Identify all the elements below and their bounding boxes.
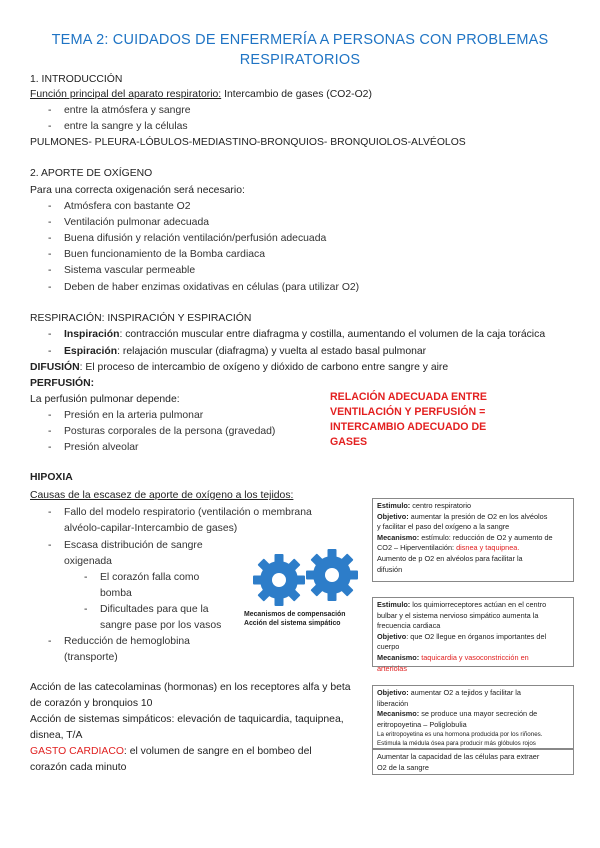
dash-bullet: - [48, 121, 52, 132]
box1-objetivo-key: Objetivo: [377, 511, 409, 521]
box2-objetivo-key: Objetivo [377, 631, 407, 641]
callout-line-2: VENTILACIÓN Y PERFUSIÓN = [330, 406, 486, 418]
box1-objetivo [377, 512, 569, 523]
compensation-box-extraction [372, 749, 574, 775]
dash-bullet: - [48, 217, 52, 228]
intro-item-2: entre la sangre y la células [64, 121, 188, 132]
box2-objetivo-value: : que O2 llegue en órganos importantes del [406, 631, 547, 641]
box1-estimulo-value: centro respiratorio [410, 501, 472, 510]
oxygen-item-4: Buen funcionamiento de la Bomba cardiaca [64, 249, 266, 260]
gasto-line-2: corazón cada minuto [30, 762, 127, 773]
sub-2-line-2: sangre pase por los vasos [100, 620, 222, 631]
perfusion-heading: PERFUSIÓN: [30, 378, 95, 389]
dash-bullet: - [48, 249, 52, 260]
dash-bullet: - [84, 572, 88, 583]
box1-hiperventilacion: CO2 – Hiperventilación: [377, 543, 457, 553]
dash-bullet: - [48, 346, 52, 357]
callout-line-4: GASES [330, 436, 368, 448]
box3-note-2: Estimula la médula ósea para producir más glóbulos rojos [377, 740, 536, 748]
compensation-box-sympathetic [372, 597, 574, 673]
box1-objetivo-value: aumentar la presión de O2 en los alvéolos [408, 511, 548, 521]
gasto-label: GASTO CARDIACO [30, 746, 124, 757]
espiration-label: Espiración [64, 346, 118, 357]
oxygen-heading: 2. APORTE DE OXÍGENO [30, 168, 153, 179]
box2-estimulo-key: Estimulo: [377, 600, 411, 609]
box2-objetivo-cont: cuerpo [377, 642, 400, 652]
box1-objetivo-cont: y facilitar el paso del oxígeno a la sangre [377, 522, 510, 532]
dash-bullet: - [84, 604, 88, 615]
dash-bullet: - [48, 265, 52, 276]
box1-estimulo [377, 501, 569, 512]
para-1-line-1: Acción de las catecolaminas (hormonas) en los receptores alfa y beta [30, 682, 351, 693]
perfusion-callout [330, 390, 530, 450]
inspiration-line [64, 328, 545, 341]
box2-estimulo-cont-1: bulbar y el sistema nervioso simpático aumenta la [377, 610, 539, 620]
box1-extra-2: difusión [377, 564, 403, 574]
gasto-text: : el volumen de sangre en el bombeo del [123, 746, 312, 757]
box3-objetivo-cont: liberación [377, 698, 409, 708]
espiration-line [64, 345, 426, 358]
intro-function [30, 88, 372, 101]
dash-bullet: - [48, 410, 52, 421]
box3-mecanismo-value: se produce una mayor secreción de [419, 709, 538, 719]
dash-bullet: - [48, 201, 52, 212]
box2-objetivo [377, 632, 569, 643]
box3-mecanismo-key: Mecanismo: [377, 709, 420, 719]
oxygen-item-1: Atmósfera con bastante O2 [64, 201, 191, 212]
cause-1-line-1: Fallo del modelo respiratorio (ventilación o membrana [64, 507, 312, 518]
box3-objetivo-value: aumentar O2 a tejidos y facilitar la [408, 688, 521, 697]
dash-bullet: - [48, 329, 52, 340]
sub-1-line-1: El corazón falla como [100, 572, 200, 583]
box3-mecanismo [377, 709, 569, 720]
box2-mecanismo-value: taquicardia y vasoconstricción en [419, 652, 529, 662]
intro-structures: PULMONES- PLEURA-LÓBULOS-MEDIASTINO-BRONQUIOS- BRONQUIOLOS-ALVÉOLOS [30, 137, 466, 148]
box3-objetivo [377, 688, 569, 699]
dash-bullet: - [48, 507, 52, 518]
page-title [30, 30, 570, 70]
callout-line-1: RELACIÓN ADECUADA ENTRE [330, 391, 487, 403]
perfusion-item-1: Presión en la arteria pulmonar [64, 410, 204, 421]
intro-function-text: Intercambio de gases (CO2-O2) [221, 89, 372, 100]
box1-mecanismo-key: Mecanismo: [377, 532, 420, 542]
oxygen-item-2: Ventilación pulmonar adecuada [64, 217, 209, 228]
box2-mecanismo [377, 653, 569, 664]
gasto-line-1 [30, 745, 312, 758]
dash-bullet: - [48, 442, 52, 453]
dash-bullet: - [48, 540, 52, 551]
box3-extra-1: Aumentar la capacidad de las células para extraer [377, 752, 540, 761]
cause-3-line-2: (transporte) [64, 652, 118, 663]
box1-mecanismo-cont [377, 543, 569, 554]
hypoxia-heading: HIPOXIA [30, 472, 73, 483]
perfusion-item-2: Posturas corporales de la persona (gravedad) [64, 426, 276, 437]
sub-1-line-2: bomba [100, 588, 132, 599]
box2-estimulo [377, 600, 569, 611]
box3-objetivo-key: Objetivo: [377, 688, 409, 697]
box1-symptoms: disnea y taquipnea. [456, 543, 520, 553]
box3-mecanismo-cont: eritropoyetina – Poliglobulia [377, 719, 467, 729]
inspiration-label: Inspiración [64, 329, 120, 340]
diffusion-line [30, 361, 448, 374]
gears-icon [244, 548, 374, 608]
title-line-2: RESPIRATORIOS [239, 52, 361, 68]
box1-mecanismo [377, 533, 569, 544]
inspiration-text: : contracción muscular entre diafragma y costilla, aumentando el volumen de la caja torácica [119, 329, 546, 340]
para-1-line-2: de corazón y bronquios 10 [30, 698, 153, 709]
dash-bullet: - [48, 282, 52, 293]
title-line-1: TEMA 2: CUIDADOS DE ENFERMERÍA A PERSONAS CON PROBLEMAS [51, 32, 549, 48]
diffusion-label: DIFUSIÓN [30, 362, 80, 373]
compensation-box-respiratory [372, 498, 574, 582]
box1-estimulo-key: Estimulo: [377, 501, 411, 510]
respiration-heading: RESPIRACIÓN: INSPIRACIÓN Y ESPIRACIÓN [30, 313, 252, 324]
cause-3-line-1: Reducción de hemoglobina [64, 636, 190, 647]
box3-note-1: La eritropoyetina es una hormona producida por los riñones. [377, 731, 543, 739]
perfusion-item-3: Presión alveolar [64, 442, 139, 453]
para-2-line-1: Acción de sistemas simpáticos: elevación de taquicardia, taquipnea, [30, 714, 344, 725]
gear-caption [244, 610, 374, 628]
intro-heading: 1. INTRODUCCIÓN [30, 74, 123, 85]
dash-bullet: - [48, 233, 52, 244]
intro-function-label: Función principal del aparato respiratorio: [30, 89, 222, 100]
cause-2-line-2: oxigenada [64, 556, 112, 567]
gear-caption-line-2: Acción del sistema simpático [244, 620, 341, 627]
intro-item-1: entre la atmósfera y sangre [64, 105, 191, 116]
dash-bullet: - [48, 426, 52, 437]
compensation-box-erythropoietin [372, 685, 574, 749]
callout-line-3: INTERCAMBIO ADECUADO DE [330, 421, 487, 433]
box2-mecanismo-cont: arteriolas [377, 663, 408, 673]
oxygen-lead: Para una correcta oxigenación será necesario: [30, 185, 245, 196]
box3-extra-2: O2 de la sangre [377, 762, 429, 772]
gear-caption-line-1: Mecanismos de compensación [244, 611, 346, 618]
hypoxia-causes-label: Causas de la escasez de aporte de oxígeno a los tejidos: [30, 490, 294, 501]
box1-extra-1: Aumento de p O2 en alvéolos para facilitar la [377, 553, 523, 563]
oxygen-item-6: Deben de haber enzimas oxidativas en células (para utilizar O2) [64, 282, 360, 293]
cause-1-line-2: alvéolo-capilar-Intercambio de gases) [64, 523, 238, 534]
espiration-text: : relajación muscular (diafragma) y vuelta al estado basal pulmonar [117, 346, 427, 357]
cause-2-line-1: Escasa distribución de sangre [64, 540, 203, 551]
box2-estimulo-value: los quimiorreceptores actúan en el centro [410, 600, 547, 609]
box2-mecanismo-key: Mecanismo: [377, 652, 420, 662]
oxygen-item-5: Sistema vascular permeable [64, 265, 196, 276]
dash-bullet: - [48, 636, 52, 647]
dash-bullet: - [48, 105, 52, 116]
box1-mecanismo-value: estímulo: reducción de O2 y aumento de [419, 532, 553, 542]
perfusion-lead: La perfusión pulmonar depende: [30, 394, 180, 405]
para-2-line-2: disnea, T/A [30, 730, 83, 741]
sub-2-line-1: Dificultades para que la [100, 604, 209, 615]
oxygen-item-3: Buena difusión y relación ventilación/perfusión adecuada [64, 233, 327, 244]
box2-estimulo-cont-2: frecuencia cardiaca [377, 621, 441, 631]
diffusion-text: : El proceso de intercambio de oxígeno y dióxido de carbono entre sangre y aire [79, 362, 449, 373]
